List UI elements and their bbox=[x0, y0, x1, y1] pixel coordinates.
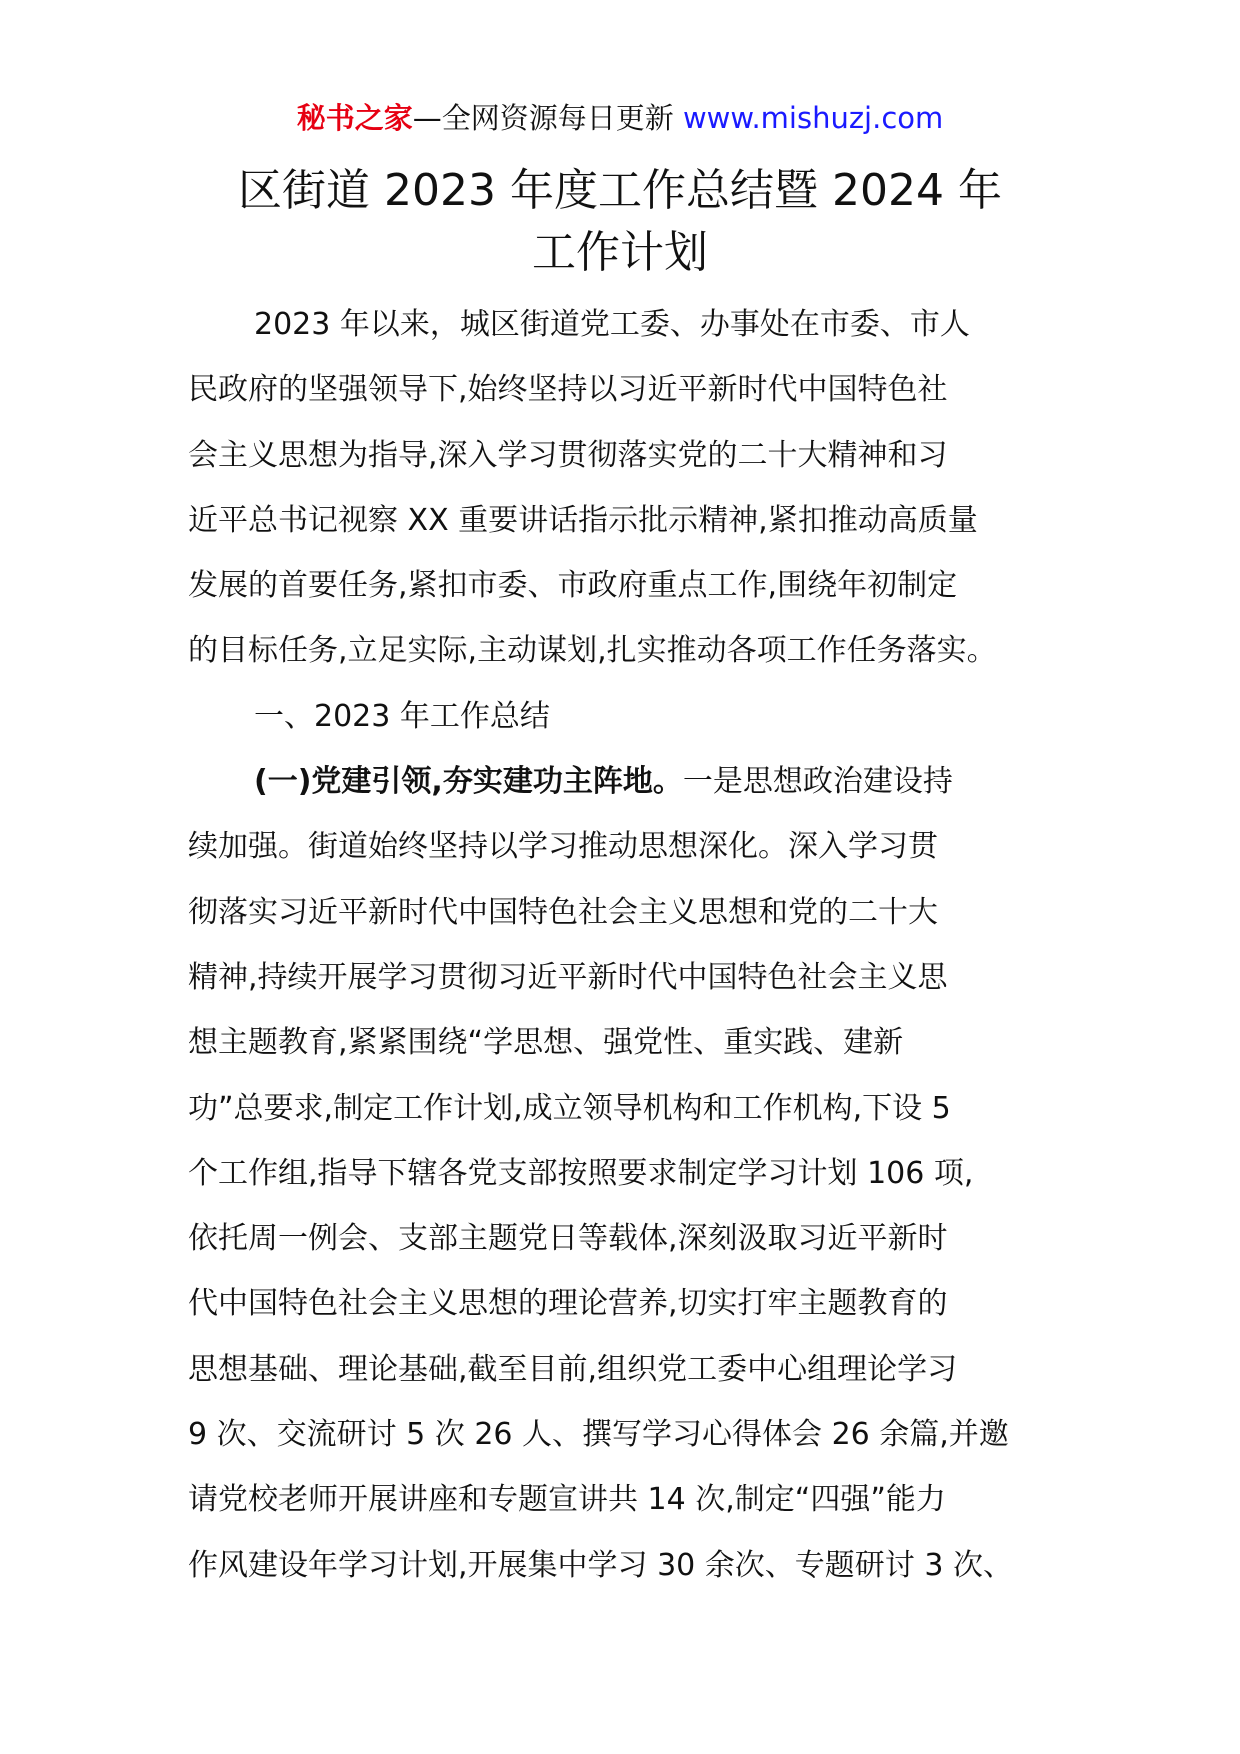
subsection-paragraph bbox=[188, 749, 1068, 1598]
subsection-first-line bbox=[188, 749, 1068, 814]
header-slogan: —全网资源每日更新 bbox=[412, 101, 674, 135]
subsection-line: 思想基础、理论基础,截至目前,组织党工委中心组理论学习 bbox=[188, 1351, 958, 1387]
intro-line: 近平总书记视察 XX 重要讲话指示批示精神,紧扣推动高质量 bbox=[188, 502, 978, 538]
intro-line: 民政府的坚强领导下,始终坚持以习近平新时代中国特色社 bbox=[188, 372, 948, 408]
subsection-line: 个工作组,指导下辖各党支部按照要求制定学习计划 106 项, bbox=[188, 1155, 974, 1191]
title-line-1: 区街道 2023 年度工作总结暨 2024 年 bbox=[238, 165, 1002, 216]
title-line-2: 工作计划 bbox=[532, 227, 708, 278]
subsection-line: 依托周一例会、支部主题党日等载体,深刻汲取习近平新时 bbox=[188, 1221, 948, 1257]
site-url-link[interactable]: www.mishuzj.com bbox=[682, 101, 944, 135]
subsection-line: 精神,持续开展学习贯彻习近平新时代中国特色社会主义思 bbox=[188, 959, 948, 995]
subsection-first-line-text: 一是思想政治建设持 bbox=[682, 764, 953, 800]
document-body bbox=[188, 292, 1068, 1598]
intro-line: 的目标任务,立足实际,主动谋划,扎实推动各项工作任务落实。 bbox=[188, 633, 997, 669]
subsection-line: 想主题教育,紧紧围绕“学思想、强党性、重实践、建新 bbox=[188, 1025, 904, 1061]
subsection-line: 彻落实习近平新时代中国特色社会主义思想和党的二十大 bbox=[188, 894, 938, 930]
intro-line: 2023 年以来，城区街道党工委、办事处在市委、市人 bbox=[254, 307, 970, 342]
section-heading-text: 一、2023 年工作总结 bbox=[254, 698, 550, 734]
intro-line: 发展的首要任务,紧扣市委、市政府重点工作,围绕年初制定 bbox=[188, 568, 958, 604]
subsection-line: 代中国特色社会主义思想的理论营养,切实打牢主题教育的 bbox=[188, 1286, 948, 1322]
subsection-line: 作风建设年学习计划,开展集中学习 30 余次、专题研讨 3 次、 bbox=[188, 1547, 1013, 1583]
intro-line: 会主义思想为指导,深入学习贯彻落实党的二十大精神和习 bbox=[188, 437, 948, 473]
document-title bbox=[200, 160, 1040, 284]
subsection-line: 功”总要求,制定工作计划,成立领导机构和工作机构,下设 5 bbox=[188, 1090, 951, 1126]
intro-paragraph bbox=[188, 292, 1068, 684]
brand-name: 秘书之家 bbox=[296, 101, 413, 135]
subsection-line: 请党校老师开展讲座和专题宣讲共 14 次,制定“四强”能力 bbox=[188, 1482, 946, 1518]
subsection-line: 续加强。街道始终坚持以学习推动思想深化。深入学习贯 bbox=[188, 829, 938, 865]
subsection-heading: (一)党建引领,夯实建功主阵地。 bbox=[254, 764, 683, 800]
section-heading bbox=[188, 684, 1068, 749]
site-header bbox=[0, 98, 1240, 138]
subsection-line: 9 次、交流研讨 5 次 26 人、撰写学习心得体会 26 余篇,并邀 bbox=[188, 1417, 1009, 1453]
